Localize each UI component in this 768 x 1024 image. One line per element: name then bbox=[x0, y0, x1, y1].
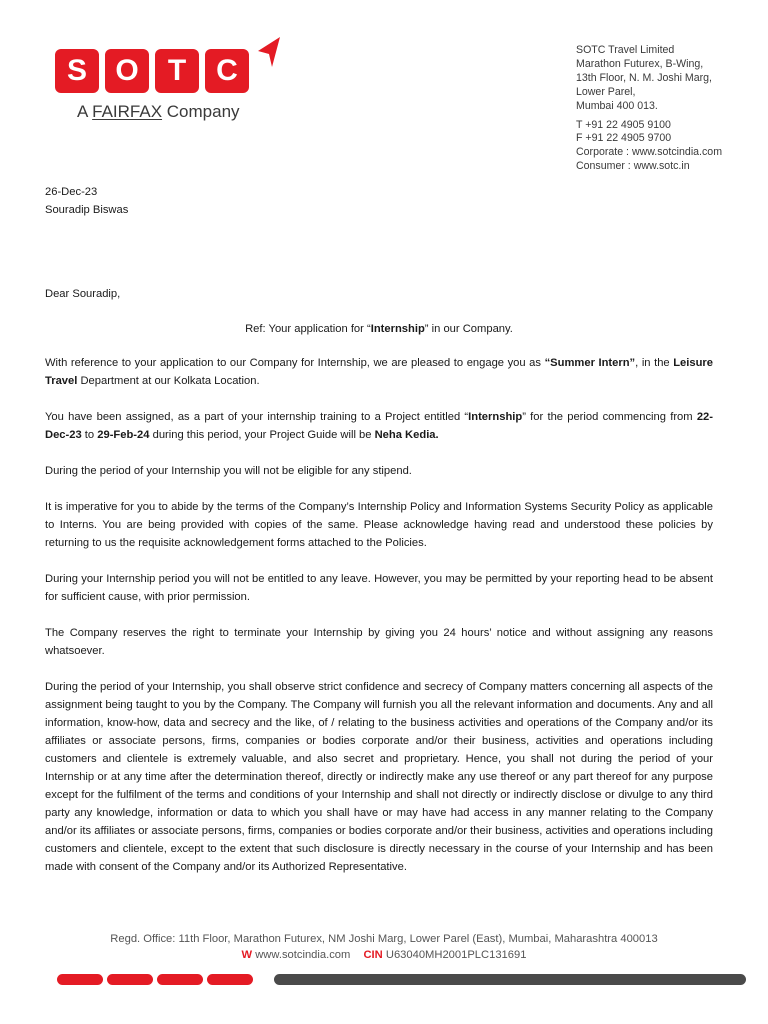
footer-bar-red bbox=[107, 974, 153, 985]
bold-text: 29-Feb-24 bbox=[97, 429, 150, 441]
bold-text: Leisure Travel bbox=[45, 357, 713, 387]
footer-bar-red bbox=[57, 974, 103, 985]
address-line: 13th Floor, N. M. Joshi Marg, bbox=[576, 71, 713, 84]
company-address bbox=[576, 44, 766, 174]
paragraph-engagement bbox=[45, 354, 713, 390]
bold-text: 22-Dec-23 bbox=[45, 411, 713, 441]
letter-body bbox=[45, 183, 713, 876]
text-run: With reference to your application to our Company for Internship, we are pleased to engage you as bbox=[45, 357, 545, 369]
website-label: W bbox=[241, 949, 253, 961]
paragraph-leave bbox=[45, 570, 713, 606]
paragraph-policy bbox=[45, 498, 713, 552]
phone-line: T +91 22 4905 9100 bbox=[576, 118, 671, 131]
text-run: Ref: Your application for “ bbox=[245, 323, 371, 335]
logo-letters bbox=[55, 49, 249, 93]
text-run: Department at our Kolkata Location. bbox=[77, 375, 260, 387]
footer-decoration-bars bbox=[57, 974, 747, 986]
bold-text: Neha Kedia. bbox=[374, 429, 439, 441]
address-line: Marathon Futurex, B-Wing, bbox=[576, 57, 704, 70]
footer-bar-red bbox=[207, 974, 253, 985]
address-line: Mumbai 400 013. bbox=[576, 99, 658, 112]
logo-letter: C bbox=[205, 49, 249, 93]
corporate-website: Corporate : www.sotcindia.com bbox=[576, 146, 723, 159]
text-run: ” for the period commencing from bbox=[522, 411, 697, 423]
text-run: during this period, your Project Guide will be bbox=[149, 429, 375, 441]
footer-bar-red bbox=[157, 974, 203, 985]
tagline-prefix: A bbox=[77, 102, 93, 121]
paragraph-termination bbox=[45, 624, 713, 660]
text-run: During the period of your Internship you will not be eligible for any stipend. bbox=[45, 465, 412, 477]
text-run: You have been assigned, as a part of your internship training to a Project entitled “ bbox=[45, 411, 469, 423]
footer-bar-grey bbox=[274, 974, 746, 985]
footer-web-cin bbox=[0, 949, 768, 961]
salutation: Dear Souradip, bbox=[45, 288, 121, 300]
logo-tagline bbox=[77, 102, 240, 122]
text-run: to bbox=[81, 429, 98, 441]
logo-letter: T bbox=[155, 49, 199, 93]
tagline-brand: FAIRFAX bbox=[92, 102, 163, 121]
cin-label: CIN bbox=[363, 949, 383, 961]
paragraph-stipend bbox=[45, 462, 713, 480]
footer-website: www.sotcindia.com bbox=[255, 949, 351, 961]
paragraph-project bbox=[45, 408, 713, 444]
logo-letter: S bbox=[55, 49, 99, 93]
tagline-suffix: Company bbox=[162, 102, 240, 121]
address-line: SOTC Travel Limited bbox=[576, 44, 675, 56]
text-run: It is imperative for you to abide by the terms of the Company’s Internship Policy and Information Systems Security Policy as applicable to Interns. You are being provided with copies of the same. Please acknowledge having read and understood these policies by returning to us the requisite acknowledgement forms attached to the Policies. bbox=[45, 501, 713, 549]
consumer-website: Consumer : www.sotc.in bbox=[576, 160, 690, 173]
recipient-name: Souradip Biswas bbox=[45, 204, 129, 216]
sotc-logo bbox=[55, 41, 275, 131]
paragraph-confidentiality bbox=[45, 678, 713, 876]
registered-office: Regd. Office: 11th Floor, Marathon Futurex, NM Joshi Marg, Lower Parel (East), Mumbai, Maharashtra 400013 bbox=[110, 933, 658, 945]
text-run: , in the bbox=[635, 357, 674, 369]
letter-date: 26-Dec-23 bbox=[45, 186, 98, 198]
cin-number: U63040MH2001PLC131691 bbox=[385, 949, 527, 961]
text-run: ” in our Company. bbox=[424, 323, 513, 335]
reference-line bbox=[45, 320, 713, 338]
bold-text: Internship bbox=[468, 411, 523, 423]
logo-letter: O bbox=[105, 49, 149, 93]
text-run: During your Internship period you will not be entitled to any leave. However, you may be permitted by your reporting head to be absent for sufficient cause, with prior permission. bbox=[45, 573, 713, 603]
fax-line: F +91 22 4905 9700 bbox=[576, 132, 672, 145]
address-line: Lower Parel, bbox=[576, 85, 636, 98]
logo-arrow-icon bbox=[258, 37, 280, 67]
bold-text: Internship bbox=[370, 323, 425, 335]
text-run: The Company reserves the right to terminate your Internship by giving you 24 hours’ notice and without assigning any reasons whatsoever. bbox=[45, 627, 713, 657]
text-run: During the period of your Internship, you shall observe strict confidence and secrecy of Company matters concerning all aspects of the assignment being taught to you by the Company. The Company will furnish you all the relevant information and documents. Any and all information, know-how, data and secrecy and the like, of / relating to the business activities and operations of the Company and/or its affiliates or associate persons, firms, companies or bodies corporate and/or their business, activities and operations including customers and clientele is extremely valuable, and also secret and proprietary. Hence, you shall not during the period of your Internship or at any time after the determination thereof, directly or indirectly make any use thereof or any part thereof for any purpose except for the fulfilment of the terms and conditions of your Internship and shall not directly or indirectly disclose or divulge to any third party any knowledge, information or data to which you shall have or may have had access in any manner relating to the Company and/or its affiliates or associate persons, firms, companies or bodies corporate and/or their business, activities and operations including customers and clientele, except to the extent that such disclosure is directly necessary in the course of your Internship and has been made with consent of the Company and/or its Authorized Representative. bbox=[45, 681, 713, 873]
bold-text: “Summer Intern” bbox=[544, 357, 636, 369]
